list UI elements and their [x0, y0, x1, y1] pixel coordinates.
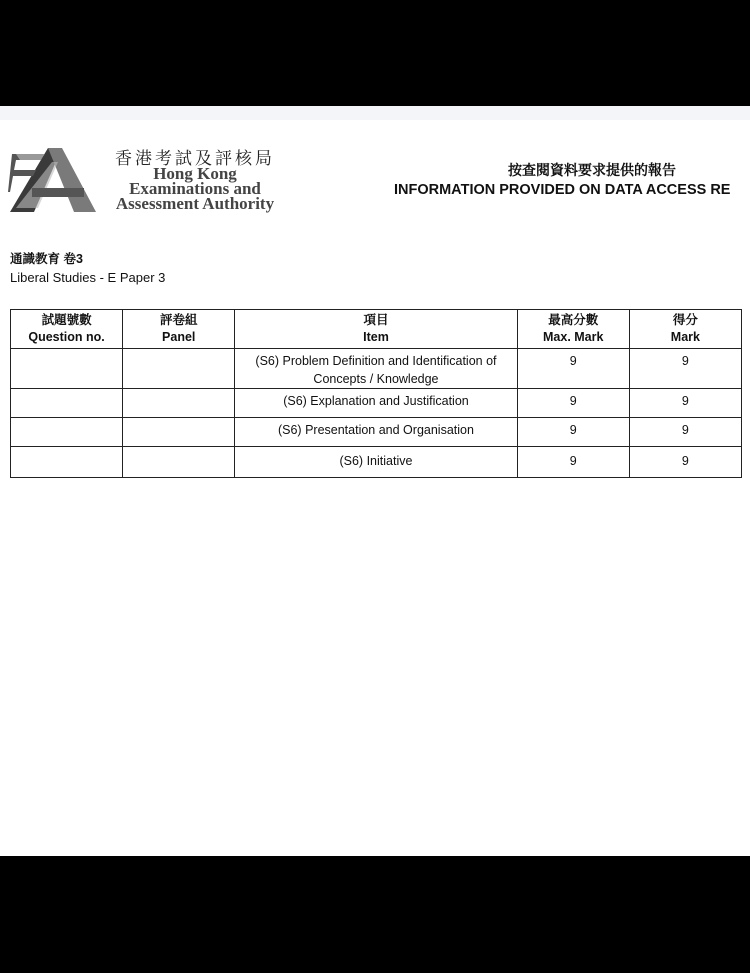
cell-max-mark: 9 — [517, 349, 629, 389]
cell-question — [11, 349, 123, 389]
header-question-no-en: Question no. — [28, 330, 105, 344]
cell-question — [11, 418, 123, 447]
org-name-chinese: 香港考試及評核局 — [115, 149, 275, 169]
top-black-band — [0, 0, 750, 106]
cell-item: (S6) Problem Definition and Identification of Concepts / Knowledge — [235, 349, 517, 389]
org-name-english-line1: Hong Kong — [153, 164, 237, 183]
header-max-mark — [517, 310, 629, 349]
cell-max-mark: 9 — [517, 389, 629, 418]
cell-max-mark: 9 — [517, 418, 629, 447]
cell-max-mark: 9 — [517, 447, 629, 478]
org-name-english-line2: Examinations and — [129, 179, 261, 198]
header-mark — [629, 310, 741, 349]
header-item-en: Item — [363, 330, 389, 344]
header-mark-zh: 得分 — [672, 313, 698, 327]
cell-panel — [123, 389, 235, 418]
cell-panel — [123, 418, 235, 447]
report-title-english: INFORMATION PROVIDED ON DATA ACCESS RE — [394, 182, 731, 198]
cell-item: (S6) Presentation and Organisation — [235, 418, 517, 447]
header-question-no — [11, 310, 123, 349]
cell-question — [11, 389, 123, 418]
header-mark-en: Mark — [670, 330, 700, 344]
cell-mark: 9 — [629, 389, 741, 418]
table-row — [11, 447, 742, 478]
document-page — [0, 106, 750, 856]
cell-mark: 9 — [629, 418, 741, 447]
bottom-black-band — [0, 856, 750, 973]
subject-name-english: Liberal Studies - E Paper 3 — [10, 270, 166, 285]
org-name-english-line3: Assessment Authority — [115, 194, 275, 213]
table-header-row — [11, 310, 742, 349]
report-title-chinese: 按查閱資料要求提供的報告 — [508, 162, 676, 178]
header-item-zh: 項目 — [363, 313, 389, 327]
header-max-mark-en: Max. Mark — [543, 330, 604, 344]
cell-item: (S6) Explanation and Justification — [235, 389, 517, 418]
table-row — [11, 418, 742, 447]
cell-mark: 9 — [629, 447, 741, 478]
header-panel-zh: 評卷組 — [159, 313, 198, 327]
table-row — [11, 349, 742, 389]
marks-table — [10, 309, 742, 478]
header-panel-en: Panel — [162, 330, 196, 344]
cell-mark: 9 — [629, 349, 741, 389]
page-top-strip — [0, 106, 750, 120]
header-panel — [123, 310, 235, 349]
cell-item: (S6) Initiative — [235, 447, 517, 478]
cell-panel — [123, 447, 235, 478]
hkeaa-logo-icon — [8, 142, 100, 214]
table-row — [11, 389, 742, 418]
cell-panel — [123, 349, 235, 389]
header-question-no-zh: 試題號數 — [41, 313, 92, 327]
header-item — [235, 310, 517, 349]
subject-name-chinese: 通識教育 卷3 — [10, 252, 83, 266]
cell-question — [11, 447, 123, 478]
header-max-mark-zh: 最高分數 — [548, 313, 599, 327]
